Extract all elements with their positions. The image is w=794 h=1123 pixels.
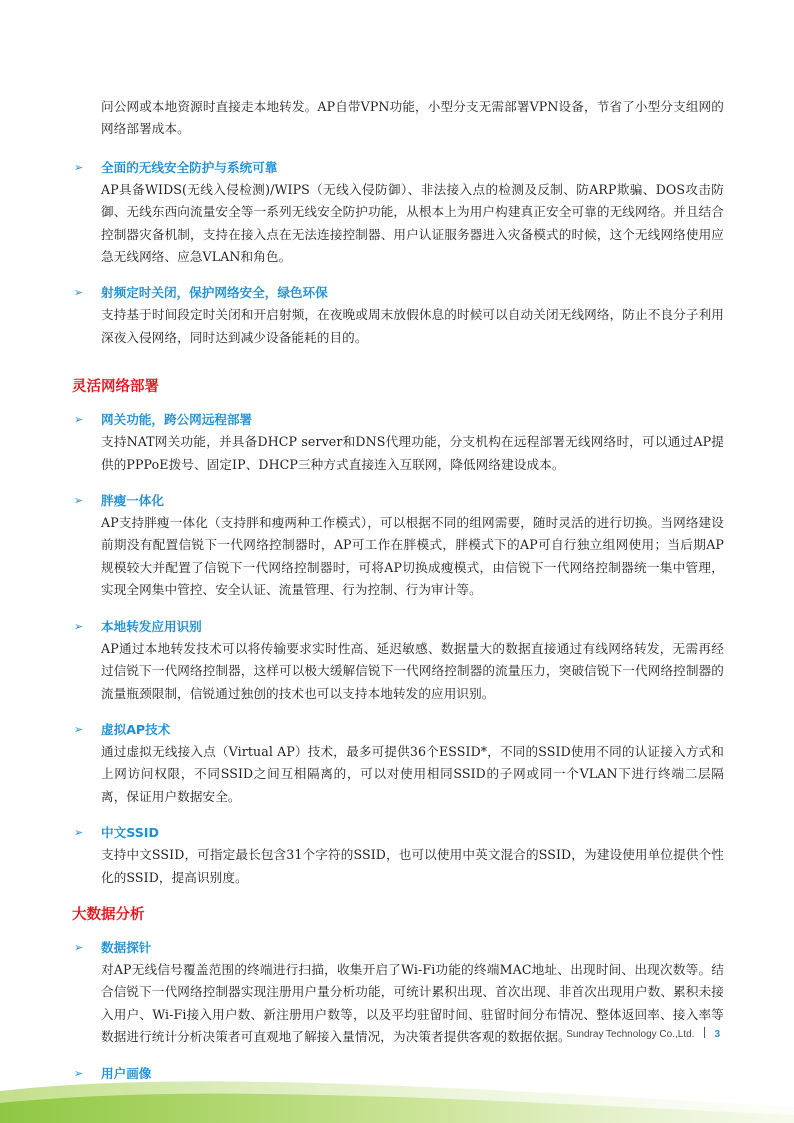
feature-text: AP通过本地转发技术可以将传输要求实时性高、延迟敏感、数据量大的数据直接通过有线网络转发，无需再经过信锐下一代网络控制器，这样可以极大缓解信锐下一代网络控制器的流量压力，突破信锐下一代网络控制器的流量瓶颈限制，信锐通过独创的技术也可以支持本地转发的应用识别。 bbox=[101, 640, 724, 701]
arrow-bullet-icon: ➢ bbox=[74, 1066, 84, 1080]
arrow-bullet-icon: ➢ bbox=[74, 619, 84, 633]
arrow-bullet-icon: ➢ bbox=[74, 940, 84, 954]
arrow-bullet-icon: ➢ bbox=[74, 494, 84, 508]
feature-item bbox=[72, 616, 724, 705]
feature-title: 数据探针 bbox=[101, 939, 152, 955]
page-footer bbox=[566, 1026, 720, 1044]
feature-title: 中文SSID bbox=[101, 825, 159, 841]
footer-divider bbox=[704, 1027, 705, 1038]
section-title-big-data: 大数据分析 bbox=[72, 906, 145, 923]
feature-item bbox=[72, 822, 724, 889]
feature-text: 支持NAT网关功能，并具备DHCP server和DNS代理功能，分支机构在远程部署无线网络时，可以通过AP提供的PPPoE拨号、固定IP、DHCP三种方式直接连入互联网，降低网络建设成本。 bbox=[101, 434, 724, 472]
feature-heading bbox=[74, 719, 724, 741]
feature-heading bbox=[74, 616, 724, 638]
feature-heading bbox=[74, 409, 724, 431]
feature-title: 用户画像 bbox=[101, 1065, 152, 1081]
feature-title: 网关功能，跨公网远程部署 bbox=[101, 412, 253, 428]
feature-text: 对AP无线信号覆盖范围的终端进行扫描，收集开启了Wi-Fi功能的终端MAC地址、出现时间、出现次数等。结合信锐下一代网络控制器实现注册用户量分析功能，可统计累积出现、首次出现、非首次出现用户数、累积未接入用户、Wi-Fi接入用户数、新注册用户数等，以及平均驻留时间、驻留时间分布情况、整体返回率、接入率等数据进行统计分析决策者可直观地了解接入量情况，为决策者提供客观的数据依据。 bbox=[101, 961, 724, 1045]
arrow-bullet-icon: ➢ bbox=[74, 722, 84, 736]
footer-company: Sundray Technology Co.,Ltd. bbox=[566, 1029, 695, 1040]
feature-heading bbox=[74, 490, 724, 512]
feature-item bbox=[72, 409, 724, 476]
feature-heading bbox=[74, 157, 724, 179]
section-title-deployment: 灵活网络部署 bbox=[72, 379, 159, 396]
feature-text: AP支持胖瘦一体化（支持胖和瘦两种工作模式），可以根据不同的组网需要，随时灵活的进行切换。当网络建设前期没有配置信锐下一代网络控制器时，AP可工作在胖模式，胖模式下的AP可自行独立组网使用；当后期AP规模较大并配置了信锐下一代网络控制器时，可将AP切换成瘦模式，由信锐下一代网络控制器统一集中管理，实现全网集中管控、安全认证、流量管理、行为控制、行为审计等。 bbox=[101, 515, 724, 598]
feature-item bbox=[72, 282, 724, 349]
feature-text: AP具备WIDS(无线入侵检测)/WIPS（无线入侵防御）、非法接入点的检测及反制、防ARP欺骗、DOS攻击防御、无线东西向流量安全等一系列无线安全防护功能，从根本上为用户构建真正安全可靠的无线网络。并且结合控制器灾备机制，支持在接入点在无法连接控制器、用户认证服务器进入灾备模式的时候，这个无线网络使用应急无线网络、应急VLAN和角色。 bbox=[101, 181, 724, 265]
arrow-bullet-icon: ➢ bbox=[74, 286, 84, 300]
feature-text: 通过虚拟无线接入点（Virtual AP）技术，最多可提供36个ESSID*，不同的SSID使用不同的认证接入方式和上网访问权限，不同SSID之间互相隔离的，可以对使用相同SSID的子网或同一个VLAN下进行终端二层隔离，保证用户数据安全。 bbox=[101, 743, 724, 804]
feature-item bbox=[72, 157, 724, 269]
feature-title: 射频定时关闭，保护网络安全，绿色环保 bbox=[101, 285, 328, 301]
page-number: 3 bbox=[714, 1029, 720, 1040]
arrow-bullet-icon: ➢ bbox=[74, 160, 84, 174]
feature-title: 虚拟AP技术 bbox=[101, 721, 171, 737]
feature-item bbox=[72, 490, 724, 602]
arrow-bullet-icon: ➢ bbox=[74, 826, 84, 840]
feature-text: 支持中文SSID，可指定最长包含31个字符的SSID，也可以使用中英文混合的SSID，为建设使用单位提供个性化的SSID，提高识别度。 bbox=[101, 847, 724, 885]
green-wave-decoration bbox=[0, 1063, 794, 1123]
feature-heading bbox=[74, 937, 724, 959]
arrow-bullet-icon: ➢ bbox=[74, 413, 84, 427]
intro-paragraph: 问公网或本地资源时直接走本地转发。AP自带VPN功能，小型分支无需部署VPN设备，节省了小型分支组网的网络部署成本。 bbox=[101, 99, 724, 137]
feature-heading bbox=[74, 282, 724, 304]
feature-item bbox=[72, 719, 724, 808]
feature-title: 胖瘦一体化 bbox=[101, 493, 164, 509]
feature-text: 支持基于时间段定时关闭和开启射频，在夜晚或周末放假休息的时候可以自动关闭无线网络，防止不良分子利用深夜入侵网络，同时达到减少设备能耗的目的。 bbox=[101, 307, 724, 345]
page-content bbox=[72, 96, 724, 1099]
feature-title: 全面的无线安全防护与系统可靠 bbox=[101, 159, 278, 175]
feature-title: 本地转发应用识别 bbox=[101, 618, 202, 634]
feature-heading bbox=[74, 822, 724, 844]
